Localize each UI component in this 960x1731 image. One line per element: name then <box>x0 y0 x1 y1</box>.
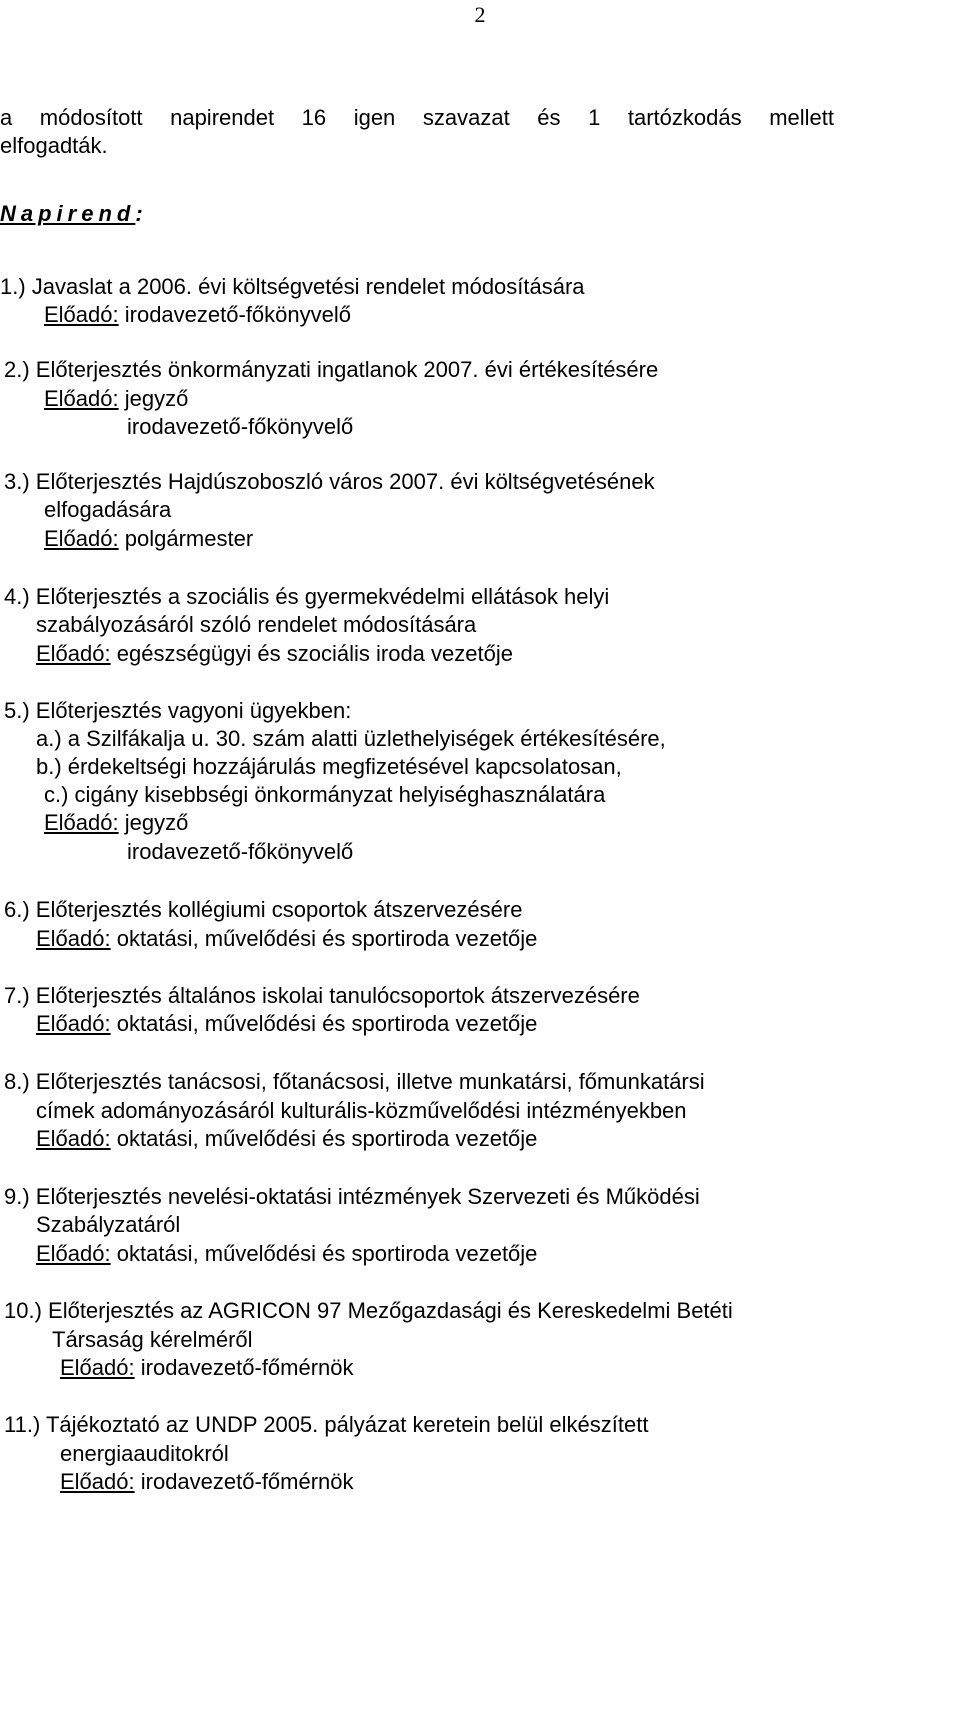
presenter-label: Előadó: <box>44 810 119 835</box>
agenda-heading-colon: : <box>135 201 143 226</box>
intro-line-1: a módosított napirendet 16 igen szavazat és 1 tartózkodás mellett <box>0 105 834 130</box>
presenter-name: polgármester <box>124 526 254 551</box>
agenda-item-9-title: 9.) Előterjesztés nevelési-oktatási intézmények Szervezeti és Működési <box>4 1184 700 1209</box>
agenda-item-4-title: 4.) Előterjesztés a szociális és gyermekvédelmi ellátások helyi <box>4 584 610 609</box>
presenter-name: jegyző <box>124 386 189 411</box>
presenter-label: Előadó: <box>60 1355 135 1380</box>
agenda-item-11-title-cont: energiaauditokról <box>60 1441 229 1466</box>
presenter-label: Előadó: <box>60 1469 135 1494</box>
presenter-name: irodavezető-főmérnök <box>140 1355 354 1380</box>
agenda-item-6-title: 6.) Előterjesztés kollégiumi csoportok átszervezésére <box>4 897 523 922</box>
page-number: 2 <box>474 2 486 27</box>
agenda-item-10-title-cont: Társaság kérelméről <box>52 1327 253 1352</box>
agenda-item-1-title: 1.) Javaslat a 2006. évi költségvetési rendelet módosítására <box>0 274 585 299</box>
presenter-name: oktatási, művelődési és sportiroda vezetője <box>116 1126 538 1151</box>
presenter-label: Előadó: <box>36 1011 111 1036</box>
agenda-item-1-presenter <box>44 301 351 329</box>
presenter-name: egészségügyi és szociális iroda vezetője <box>116 641 513 666</box>
agenda-item-8-presenter <box>36 1125 537 1153</box>
agenda-item-2-presenter-2: irodavezető-főkönyvelő <box>127 414 354 439</box>
agenda-item-2-presenter <box>44 385 188 413</box>
agenda-heading-text: Napirend <box>0 201 136 226</box>
agenda-item-2-title: 2.) Előterjesztés önkormányzati ingatlanok 2007. évi értékesítésére <box>4 357 659 382</box>
agenda-item-10-presenter <box>60 1354 354 1382</box>
agenda-item-9-title-cont: Szabályzatáról <box>36 1212 181 1237</box>
agenda-item-5-sub-c: c.) cigány kisebbségi önkormányzat helyiséghasználatára <box>44 782 606 807</box>
agenda-item-8-title-cont: címek adományozásáról kulturális-közművelődési intézményekben <box>36 1098 687 1123</box>
agenda-item-7-title: 7.) Előterjesztés általános iskolai tanulócsoportok átszervezésére <box>4 983 640 1008</box>
agenda-item-5-sub-a: a.) a Szilfákalja u. 30. szám alatti üzlethelyiségek értékesítésére, <box>36 726 666 751</box>
presenter-name: jegyző <box>124 810 189 835</box>
presenter-label: Előadó: <box>36 1241 111 1266</box>
agenda-item-5-title: 5.) Előterjesztés vagyoni ügyekben: <box>4 698 352 723</box>
agenda-item-5-sub-b: b.) érdekeltségi hozzájárulás megfizetésével kapcsolatosan, <box>36 754 622 779</box>
agenda-item-3-title-cont: elfogadására <box>44 497 172 522</box>
agenda-item-11-title: 11.) Tájékoztató az UNDP 2005. pályázat keretein belül elkészített <box>4 1412 649 1437</box>
presenter-label: Előadó: <box>36 926 111 951</box>
presenter-label: Előadó: <box>36 641 111 666</box>
agenda-item-6-presenter <box>36 925 537 953</box>
presenter-name: irodavezető-főmérnök <box>140 1469 354 1494</box>
presenter-name: oktatási, művelődési és sportiroda vezetője <box>116 1011 538 1036</box>
agenda-item-3-title: 3.) Előterjesztés Hajdúszoboszló város 2007. évi költségvetésének <box>4 469 655 494</box>
agenda-heading <box>0 200 143 228</box>
agenda-item-4-title-cont: szabályozásáról szóló rendelet módosítására <box>36 612 477 637</box>
agenda-item-8-title: 8.) Előterjesztés tanácsosi, főtanácsosi, illetve munkatársi, főmunkatársi <box>4 1069 705 1094</box>
agenda-item-5-presenter <box>44 809 188 837</box>
agenda-item-11-presenter <box>60 1468 354 1496</box>
agenda-item-10-title: 10.) Előterjesztés az AGRICON 97 Mezőgazdasági és Kereskedelmi Betéti <box>4 1298 733 1323</box>
presenter-name: irodavezető-főkönyvelő <box>124 302 351 327</box>
presenter-label: Előadó: <box>44 526 119 551</box>
presenter-name: oktatási, művelődési és sportiroda vezetője <box>116 1241 538 1266</box>
presenter-name: oktatási, művelődési és sportiroda vezetője <box>116 926 538 951</box>
presenter-label: Előadó: <box>44 386 119 411</box>
intro-line-2: elfogadták. <box>0 133 108 158</box>
agenda-item-7-presenter <box>36 1010 537 1038</box>
presenter-label: Előadó: <box>44 302 119 327</box>
presenter-label: Előadó: <box>36 1126 111 1151</box>
agenda-item-9-presenter <box>36 1240 537 1268</box>
agenda-item-5-presenter-2: irodavezető-főkönyvelő <box>127 839 354 864</box>
agenda-item-3-presenter <box>44 525 253 553</box>
agenda-item-4-presenter <box>36 640 513 668</box>
